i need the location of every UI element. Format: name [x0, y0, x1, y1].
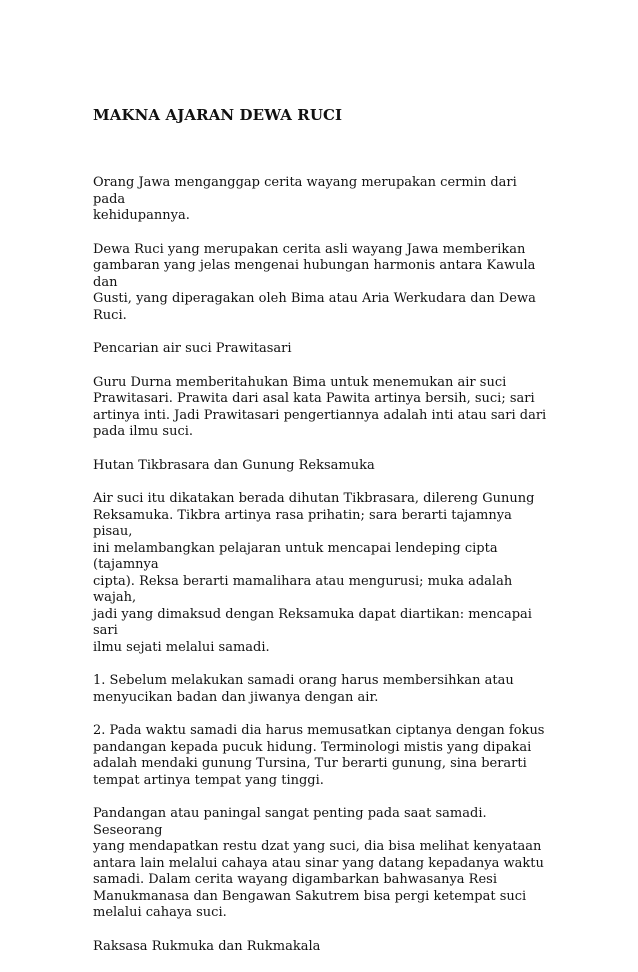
paragraph-dewa-ruci: Dewa Ruci yang merupakan cerita asli wayang Jawa memberikan gambaran yang jelas mengenai hubungan harmonis antara Kawula dan Gusti, yang diperagakan oleh Bima atau Aria Werkudara dan Dewa Ruci. [93, 241, 536, 323]
paragraph-pandangan: Pandangan atau paningal sangat penting pada saat samadi. Seseorang yang mendapatkan restu dzat yang suci, dia bisa melihat kenyataan antara lain melalui cahaya atau sinar yang datang kepadanya waktu samadi. Dalam cerita wayang digambarkan bahwasanya Resi Manukmanasa dan Bengawan Sakutrem bisa pergi ketempat suci melalui cahaya suci. [93, 806, 544, 920]
paragraph-air-suci: Air suci itu dikatakan berada dihutan Tikbrasara, dilereng Gunung Reksamuka. Tikbra artinya rasa prihatin; sara berarti tajamnya pisau, ini melambangkan pelajaran untuk mencapai lendeping cipta (tajamnya cipta). Reksa berarti mamalihara atau mengurusi; muka adalah wajah, jadi yang dimaksud dengan Reksamuka dapat diartikan: mencapai sari ilmu sejati melalui samadi. [93, 491, 535, 655]
section-heading-prawitasari: Pencarian air suci Prawitasari [93, 341, 292, 356]
paragraph-guru-durna: Guru Durna memberitahukan Bima untuk menemukan air suci Prawitasari. Prawita dari asal kata Pawita artinya bersih, suci; sari artinya inti. Jadi Prawitasari pengertiannya adalah inti atau sari dari pada ilmu suci. [93, 374, 547, 439]
section-heading-hutan: Hutan Tikbrasara dan Gunung Reksamuka [93, 457, 375, 473]
document-title: MAKNA AJARAN DEWA RUCI [93, 106, 343, 124]
paragraph-step-1: 1. Sebelum melakukan samadi orang harus membersihkan atau menyucikan badan dan jiwanya dengan air. [93, 673, 514, 705]
section-heading-raksasa: Raksasa Rukmuka dan Rukmakala [93, 938, 321, 954]
paragraph-step-2: 2. Pada waktu samadi dia harus memusatkan ciptanya dengan fokus pandangan kepada pucuk hidung. Terminologi mistis yang dipakai adalah mendaki gunung Tursina, Tur berarti gunung, sina berarti tempat artinya tempat yang tinggi. [93, 723, 545, 788]
document-page [93, 106, 553, 972]
paragraph-intro: Orang Jawa menganggap cerita wayang merupakan cermin dari pada kehidupannya. [93, 175, 517, 223]
